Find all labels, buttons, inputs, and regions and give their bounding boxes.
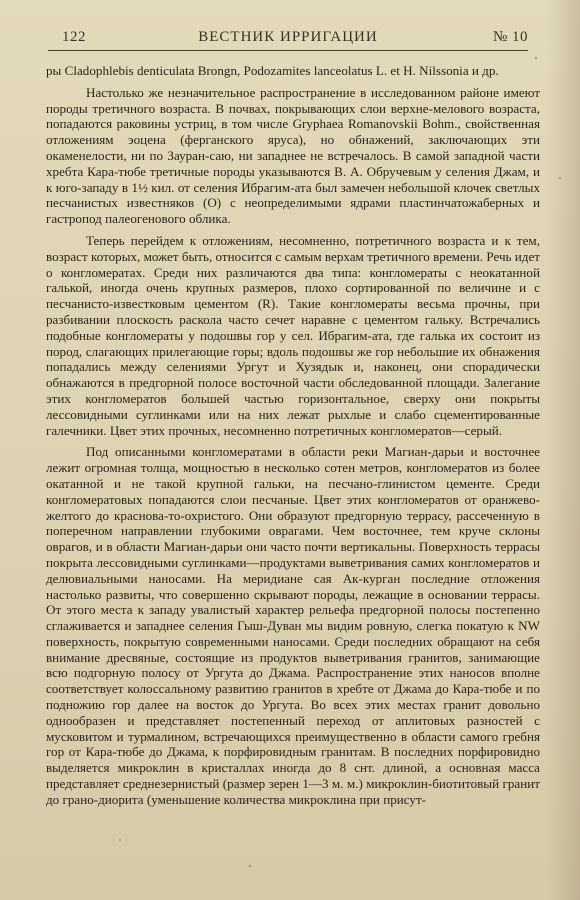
paragraph-tertiary-rocks: Настолько же незначительное распространение в исследованном районе имеют породы третичного возраста. В почвах, покрывающих слои верхне-мелового возраста, попадаются раковины устриц, в том числе Gryphaea Romanovskii Bohm., свойственная отложениям эоцена (ферганского яруса), но обнажений, заключающих эти окаменелости, ни по Зауран-саю, ни западнее не встречалось. В самой западной части хребта Кара-тюбе третичные породы указываются В. А. Обручевым у селения Джам, и к юго-западу в 1½ кил. от селения Ибрагим-ата был замечен небольшой клочек светлых песчанистых известняков (О) с неопределимыми ядрами пластинчатожаберных и гастропод палеогенового облика. [46, 84, 540, 227]
paragraph-conglomerates: Теперь перейдем к отложениям, несомненно, потретичного возраста и к тем, возраст которых, может быть, относится с самым верхам третичного времени. Речь идет о конгломератах. Среди них различаются два типа: конгломераты с неокатанной галькой, иногда очень крупных размеров, плохо сортированной по величине и с песчанисто-известковым цементом (R). Такие конгломераты весьма прочны, при разбивании плоскость раскола часто сечет наравне с цементом гальку. Встречались подобные конгломераты у подошвы гор у сел. Ибрагим-ата, где галька их состоит из пород, слагающих прилегающие горы; вдоль подошвы же гор небольшие их обнажения попадались между селениями Ургут и Хузядык и, наконец, они спорадически обнажаются в предгорной полосе восточной части обследованной площади. Залегание этих конгломератов большей частью горизонтальное, сверху они покрыты лессовидными суглинками или на них лежат рыхлые и слабо сцементированные галечники. Цвет этих прочных, несомненно потретичных конгломератов—серый. [46, 232, 540, 438]
issue-number: № 10 [492, 29, 528, 45]
paragraph-continuation: ры Cladophlebis denticulata Brongn, Podozamites lanceolatus L. et H. Nilssonia и др. [46, 63, 499, 78]
journal-title: ВЕСТНИК ИРРИГАЦИИ [198, 29, 378, 45]
page-number: 122 [62, 29, 86, 45]
paragraph-terrace: Под описанными конгломератами в области реки Магиан-дарьи и восточнее лежит огромная толща, мощностью в несколько сотен метров, конгломератов из более окатанной и не такой крупной гальки, на песчано-глинистом цементе. Среди конгломератовых попадаются слои песчаные. Цвет этих конгломератов от оранжево-желтого до краснова-то-охристого. Они образуют предгорную террасу, рассеченную в поперечном направлении глубокими оврагами. Чем восточнее, тем круче склоны оврагов, и в области Магиан-дарьи они часто почти вертикальны. Поверхность террасы покрыта лессовидными суглинками—продуктами выветривания самих конгломератов и делювиальными наносами. На меридиане сая Ак-курган последние отложения настолько развиты, что совершенно скрывают породы, лежащие в основании террасы. От этого места к западу увалистый характер рельефа предгорной полосы постепенно сглаживается и западнее селения Гыш-Дуван мы видим ровную, слегка покатую к NW поверхность, покрытую современными наносами. Среди последних обращают на себя внимание дресвяные, состоящие из продуктов выветривания гранитов, занимающие всю подгорную полосу от Ургута до Джама. Распространение этих наносов вполне соответствует колоссальному развитию гранитов в хребте от Джама до Кара-тюбе и по подножию гор далее на восток до Ургута. Во всех этих местах гранит довольно однообразен и представляет постепенный переход от аплитовых разностей с мусковитом и турмалином, встречающихся преимущественно в области самого гребня гор от Кара-тюбе до Джама, к порфировидным гранитам. В последних порфировидно выделяется микроклин в кристаллах иногда до 8 снт. длиной, а основная масса представляет среднезернистый (размер зерен 1—3 м. м.) микроклин-биотитовый гранит до грано-диорита (уменьшение количества микроклина при присут- [46, 444, 540, 807]
header-rule [48, 50, 528, 51]
article-body [46, 63, 540, 810]
page-header [48, 26, 528, 48]
